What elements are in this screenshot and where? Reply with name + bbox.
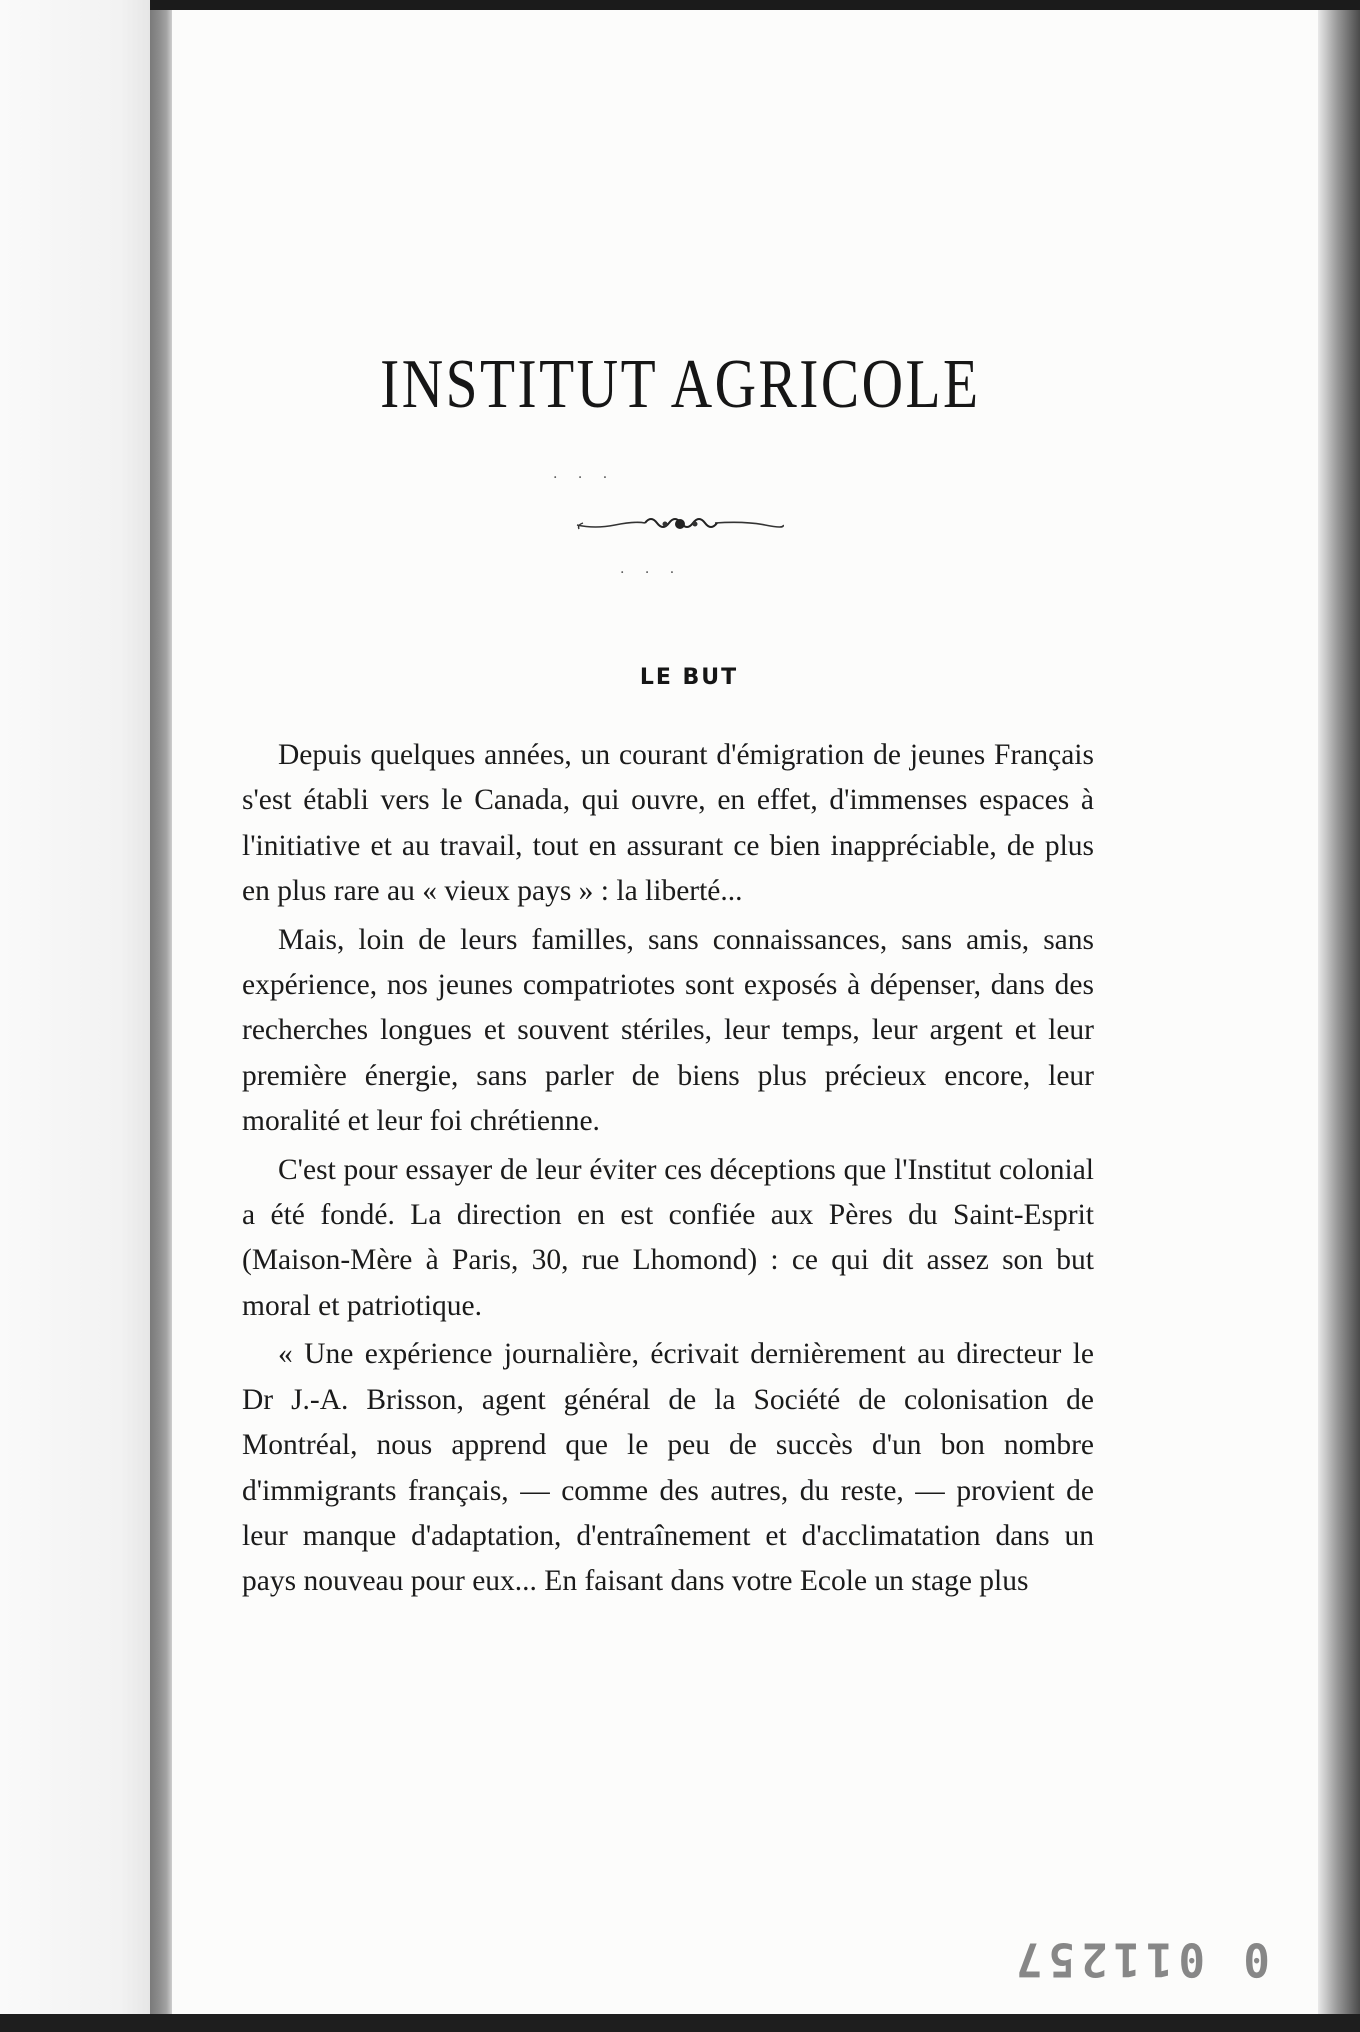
bottom-border bbox=[0, 2014, 1360, 2032]
ornament-divider-icon bbox=[575, 505, 785, 545]
section-heading: LE BUT bbox=[639, 665, 739, 690]
page-title: INSTITUT AGRICOLE bbox=[380, 346, 981, 423]
left-margin bbox=[0, 0, 150, 2032]
ornament-dots-top: · · · bbox=[553, 470, 616, 486]
top-border bbox=[150, 0, 1360, 10]
body-text bbox=[242, 733, 1094, 1608]
paragraph-4: « Une expérience journalière, écrivait dernièrement au directeur le Dr J.-A. Brisson, agent général de la Société de colonisation de Montréal, nous apprend que le peu de succès d'un bon nombre d'immigrants français, — comme des autres, du reste, — provient de leur manque d'adaptation, d'entraînement et d'acclimatation dans un pays nouveau pour eux... En faisant dans votre Ecole un stage plus bbox=[242, 1338, 1094, 1598]
page-right-edge bbox=[1318, 10, 1360, 2014]
paragraph-1: Depuis quelques années, un courant d'émigration de jeunes Français s'est établi vers le Canada, qui ouvre, en effet, d'immenses espaces à l'initiative et au travail, tout en assurant ce bien inappréciable, de plus en plus rare au « vieux pays » : la liberté... bbox=[242, 739, 1094, 908]
book-spine bbox=[150, 0, 172, 2032]
paragraph-3: C'est pour essayer de leur éviter ces déceptions que l'Institut colonial a été fondé. La direction en est confiée aux Pères du Saint-Esprit (Maison-Mère à Paris, 30, rue Lhomond) : ce qui dit assez son but moral et patriotique. bbox=[242, 1153, 1094, 1322]
ornament-dots-bottom: · · · bbox=[620, 565, 683, 581]
archive-stamp: 0 011257 bbox=[1010, 1931, 1270, 1986]
paragraph-2: Mais, loin de leurs familles, sans connaissances, sans amis, sans expérience, nos jeunes compatriotes sont exposés à dépenser, dans des recherches longues et souvent stériles, leur temps, leur argent et leur première énergie, sans parler de biens plus précieux encore, leur moralité et leur foi chrétienne. bbox=[242, 923, 1094, 1138]
